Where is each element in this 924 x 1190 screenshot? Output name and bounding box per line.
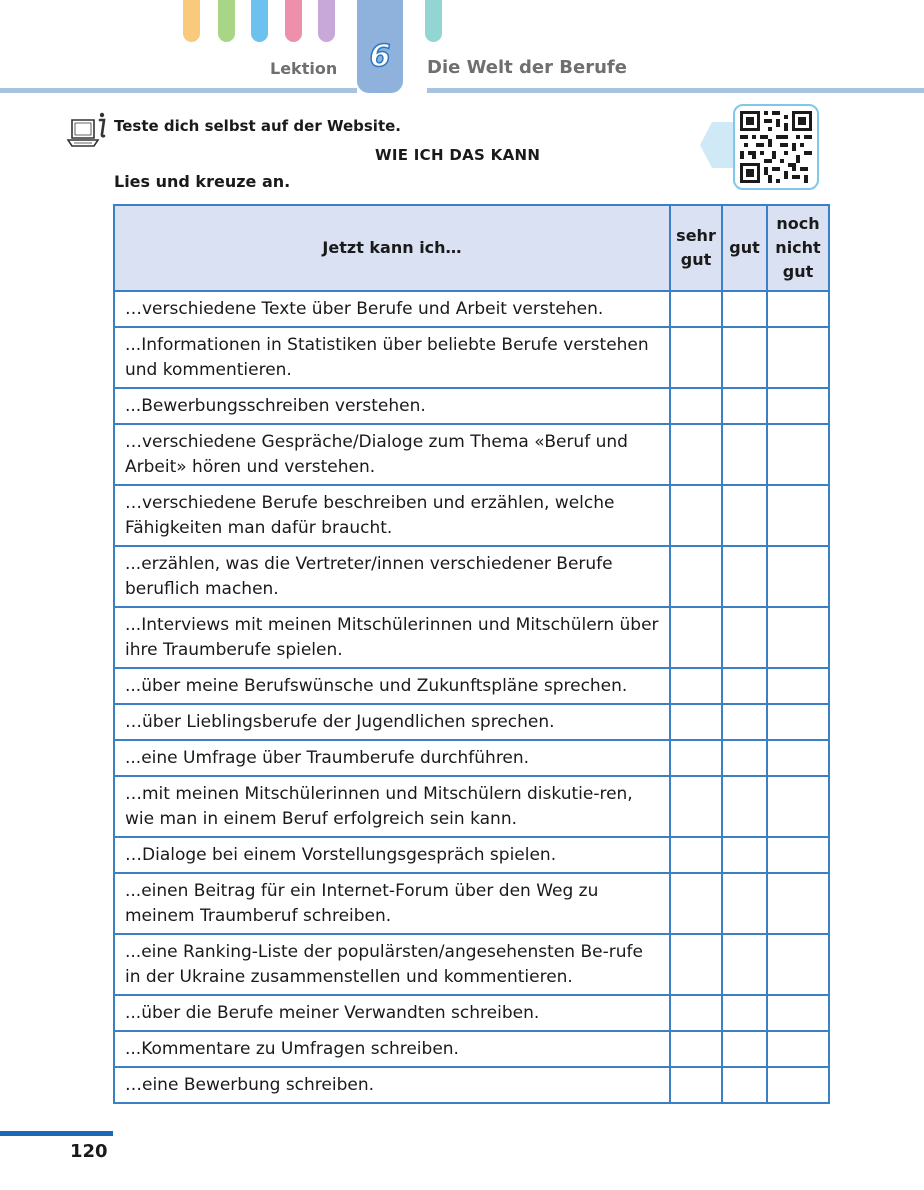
qr-code[interactable] bbox=[733, 104, 819, 190]
teal-tab bbox=[425, 0, 442, 42]
color-tabs bbox=[0, 0, 924, 50]
table-row bbox=[114, 388, 829, 424]
header-good: gut bbox=[722, 205, 767, 291]
instruction: Lies und kreuze an. bbox=[114, 172, 291, 191]
checkbox-not-yet-good[interactable] bbox=[767, 388, 829, 424]
table-header-row bbox=[114, 205, 829, 291]
statement-cell: ...Kommentare zu Umfragen schreiben. bbox=[114, 1031, 670, 1067]
table-row bbox=[114, 995, 829, 1031]
checkbox-very-good[interactable] bbox=[670, 995, 722, 1031]
checkbox-very-good[interactable] bbox=[670, 704, 722, 740]
rose-tab bbox=[285, 0, 302, 42]
checkbox-not-yet-good[interactable] bbox=[767, 704, 829, 740]
table-row bbox=[114, 424, 829, 485]
checkbox-very-good[interactable] bbox=[670, 837, 722, 873]
checkbox-good[interactable] bbox=[722, 934, 767, 995]
checkbox-good[interactable] bbox=[722, 546, 767, 607]
table-row bbox=[114, 837, 829, 873]
checkbox-very-good[interactable] bbox=[670, 934, 722, 995]
checkbox-very-good[interactable] bbox=[670, 546, 722, 607]
statement-cell: ...Informationen in Statistiken über beliebte Berufe verstehen und kommentieren. bbox=[114, 327, 670, 388]
lesson-number: 6 bbox=[369, 39, 391, 74]
checkbox-very-good[interactable] bbox=[670, 740, 722, 776]
table-row bbox=[114, 704, 829, 740]
table-row bbox=[114, 740, 829, 776]
checkbox-good[interactable] bbox=[722, 424, 767, 485]
checkbox-good[interactable] bbox=[722, 776, 767, 837]
statement-cell: ...über die Berufe meiner Verwandten schreiben. bbox=[114, 995, 670, 1031]
table-row bbox=[114, 873, 829, 934]
statement-cell: …verschiedene Texte über Berufe und Arbeit verstehen. bbox=[114, 291, 670, 327]
checkbox-very-good[interactable] bbox=[670, 873, 722, 934]
checkbox-not-yet-good[interactable] bbox=[767, 291, 829, 327]
checkbox-very-good[interactable] bbox=[670, 388, 722, 424]
checkbox-not-yet-good[interactable] bbox=[767, 546, 829, 607]
statement-cell: ...eine Ranking-Liste der populärsten/angesehensten Be-rufe in der Ukraine zusammenstellen und kommentieren. bbox=[114, 934, 670, 995]
checkbox-very-good[interactable] bbox=[670, 291, 722, 327]
statement-cell: …verschiedene Berufe beschreiben und erzählen, welche Fähigkeiten man dafür braucht. bbox=[114, 485, 670, 546]
statement-cell: …eine Bewerbung schreiben. bbox=[114, 1067, 670, 1103]
checkbox-good[interactable] bbox=[722, 1031, 767, 1067]
footer-bar bbox=[0, 1131, 113, 1136]
checkbox-good[interactable] bbox=[722, 485, 767, 546]
checkbox-not-yet-good[interactable] bbox=[767, 1067, 829, 1103]
statement-cell: ...über meine Berufswünsche und Zukunftspläne sprechen. bbox=[114, 668, 670, 704]
checkbox-not-yet-good[interactable] bbox=[767, 873, 829, 934]
green-tab bbox=[218, 0, 235, 42]
checkbox-good[interactable] bbox=[722, 668, 767, 704]
checkbox-not-yet-good[interactable] bbox=[767, 740, 829, 776]
checkbox-very-good[interactable] bbox=[670, 485, 722, 546]
header-not-yet-good: noch nicht gut bbox=[767, 205, 829, 291]
table-row bbox=[114, 934, 829, 995]
violet-tab bbox=[318, 0, 335, 42]
checkbox-not-yet-good[interactable] bbox=[767, 327, 829, 388]
header-very-good: sehr gut bbox=[670, 205, 722, 291]
statement-cell: …über Lieblingsberufe der Jugendlichen sprechen. bbox=[114, 704, 670, 740]
checkbox-not-yet-good[interactable] bbox=[767, 668, 829, 704]
checkbox-very-good[interactable] bbox=[670, 607, 722, 668]
orange-tab bbox=[183, 0, 200, 42]
statement-cell: ...einen Beitrag für ein Internet-Forum über den Weg zu meinem Traumberuf schreiben. bbox=[114, 873, 670, 934]
table-row bbox=[114, 327, 829, 388]
checkbox-not-yet-good[interactable] bbox=[767, 607, 829, 668]
table-row bbox=[114, 607, 829, 668]
checkbox-not-yet-good[interactable] bbox=[767, 837, 829, 873]
statement-cell: ...Bewerbungsschreiben verstehen. bbox=[114, 388, 670, 424]
lesson-badge bbox=[357, 0, 403, 93]
table-row bbox=[114, 776, 829, 837]
checkbox-very-good[interactable] bbox=[670, 327, 722, 388]
checkbox-not-yet-good[interactable] bbox=[767, 995, 829, 1031]
checkbox-good[interactable] bbox=[722, 388, 767, 424]
blue-tab bbox=[251, 0, 268, 42]
header-statement: Jetzt kann ich… bbox=[114, 205, 670, 291]
table-row bbox=[114, 1031, 829, 1067]
checkbox-not-yet-good[interactable] bbox=[767, 424, 829, 485]
table-body bbox=[114, 291, 829, 1103]
lesson-label: Lektion bbox=[270, 59, 338, 78]
qr-code-icon bbox=[740, 111, 812, 183]
checkbox-not-yet-good[interactable] bbox=[767, 776, 829, 837]
checkbox-not-yet-good[interactable] bbox=[767, 1031, 829, 1067]
statement-cell: …mit meinen Mitschülerinnen und Mitschülern diskutie-ren, wie man in einem Beruf erfolgreich sein kann. bbox=[114, 776, 670, 837]
table-row bbox=[114, 546, 829, 607]
statement-cell: ...eine Umfrage über Traumberufe durchführen. bbox=[114, 740, 670, 776]
qr-arrow-icon bbox=[700, 122, 736, 168]
checkbox-good[interactable] bbox=[722, 740, 767, 776]
checkbox-not-yet-good[interactable] bbox=[767, 934, 829, 995]
header-rule-left bbox=[0, 88, 357, 93]
checkbox-very-good[interactable] bbox=[670, 1031, 722, 1067]
unit-title: Die Welt der Berufe bbox=[427, 57, 627, 78]
statement-cell: …Dialoge bei einem Vorstellungsgespräch spielen. bbox=[114, 837, 670, 873]
checkbox-good[interactable] bbox=[722, 873, 767, 934]
checkbox-very-good[interactable] bbox=[670, 776, 722, 837]
page-number: 120 bbox=[70, 1141, 108, 1162]
checkbox-good[interactable] bbox=[722, 995, 767, 1031]
table-row bbox=[114, 1067, 829, 1103]
table-row bbox=[114, 485, 829, 546]
checkbox-very-good[interactable] bbox=[670, 1067, 722, 1103]
checkbox-good[interactable] bbox=[722, 704, 767, 740]
self-assessment-table bbox=[113, 204, 830, 1104]
header-rule-right bbox=[427, 88, 924, 93]
table-row bbox=[114, 668, 829, 704]
table-row bbox=[114, 291, 829, 327]
statement-cell: …verschiedene Gespräche/Dialoge zum Thema «Beruf und Arbeit» hören und verstehen. bbox=[114, 424, 670, 485]
checkbox-good[interactable] bbox=[722, 607, 767, 668]
statement-cell: ...erzählen, was die Vertreter/innen verschiedener Berufe beruflich machen. bbox=[114, 546, 670, 607]
statement-cell: ...Interviews mit meinen Mitschülerinnen und Mitschülern über ihre Traumberufe spielen. bbox=[114, 607, 670, 668]
checkbox-very-good[interactable] bbox=[670, 668, 722, 704]
checkbox-good[interactable] bbox=[722, 327, 767, 388]
checkbox-not-yet-good[interactable] bbox=[767, 485, 829, 546]
checkbox-good[interactable] bbox=[722, 1067, 767, 1103]
website-note: Teste dich selbst auf der Website. bbox=[114, 117, 401, 135]
checkbox-good[interactable] bbox=[722, 291, 767, 327]
checkbox-good[interactable] bbox=[722, 837, 767, 873]
section-heading: WIE ICH DAS KANN bbox=[375, 146, 541, 164]
laptop-info-icon bbox=[66, 110, 108, 150]
checkbox-very-good[interactable] bbox=[670, 424, 722, 485]
